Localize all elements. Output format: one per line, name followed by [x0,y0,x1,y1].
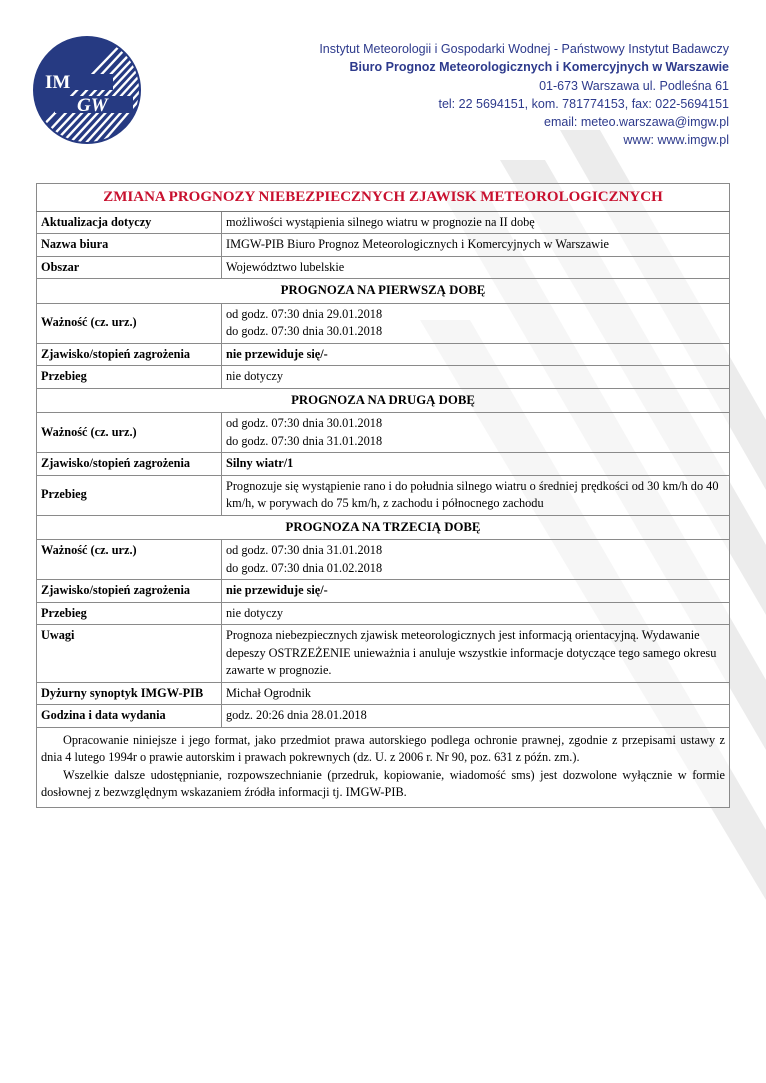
notes-label: Uwagi [37,625,222,683]
day2-phenomenon-value: Silny wiatr/1 [222,453,730,476]
phone: tel: 22 5694151, kom. 781774153, fax: 022-5694151 [438,96,729,111]
forecaster-label: Dyżurny synoptyk IMGW-PIB [37,682,222,705]
letterhead [0,0,766,170]
office-name: Biuro Prognoz Meteorologicznych i Komercyjnych w Warszawie [349,60,729,75]
day1-course-label: Przebieg [37,366,222,389]
day3-validity-label: Ważność (cz. urz.) [37,540,222,580]
day1-validity-value [222,303,730,343]
email: email: meteo.warszawa@imgw.pl [544,115,729,130]
day1-validity-label: Ważność (cz. urz.) [37,303,222,343]
logo-text-bottom: GW [77,95,108,116]
day3-validity-from: od godz. 07:30 dnia 31.01.2018 [226,543,383,557]
institute-name: Instytut Meteorologii i Gospodarki Wodnej - Państwowy Instytut Badawczy [319,42,729,56]
day1-validity-to: do godz. 07:30 dnia 30.01.2018 [226,324,383,338]
forecast-table [36,183,730,808]
forecaster-value: Michał Ogrodnik [222,682,730,705]
day1-course-value: nie dotyczy [222,366,730,389]
logo-text-top: IM [45,72,71,93]
document-title: ZMIANA PROGNOZY NIEBEZPIECZNYCH ZJAWISK METEOROLOGICZNYCH [37,184,730,212]
day3-validity-to: do godz. 07:30 dnia 01.02.2018 [226,560,383,575]
office-label: Nazwa biura [37,234,222,257]
day2-validity-to: do godz. 07:30 dnia 31.01.2018 [226,433,383,448]
copyright-paragraph-1: Opracowanie niniejsze i jego format, jako przedmiot prawa autorskiego podlega ochronie prawnej, zgodnie z przepisami ustawy z dnia 4 lutego 1994r o prawie autorskim i prawach pokrewnych (dz. U. z 2006 r. Nr 90, poz. 631 z późn. zm.). [41,732,725,765]
day1-phenomenon-label: Zjawisko/stopień zagrożenia [37,343,222,366]
day3-phenomenon-label: Zjawisko/stopień zagrożenia [37,580,222,603]
day2-course-label: Przebieg [37,475,222,515]
day3-validity-value [222,540,730,580]
issued-value: godz. 20:26 dnia 28.01.2018 [222,705,730,728]
area-value: Województwo lubelskie [222,256,730,279]
day2-validity-value [222,413,730,453]
update-label: Aktualizacja dotyczy [37,211,222,234]
day3-heading: PROGNOZA NA TRZECIĄ DOBĘ [37,515,730,540]
day2-validity-label: Ważność (cz. urz.) [37,413,222,453]
day1-validity-from: od godz. 07:30 dnia 29.01.2018 [226,306,383,321]
day1-phenomenon-value: nie przewiduje się/- [222,343,730,366]
copyright-paragraph-2: Wszelkie dalsze udostępnianie, rozpowszechnianie (przedruk, kopiowanie, wiadomość sms) jest dozwolone wyłącznie w formie dosłownej z bezwzględnym wskazaniem źródła informacji tj. IMGW-PIB. [41,767,725,800]
day2-phenomenon-label: Zjawisko/stopień zagrożenia [37,453,222,476]
day2-course-value: Prognozuje się wystąpienie rano i do południa silnego wiatru o średniej prędkości od 30 km/h do 40 km/h, w porywach do 75 km/h, z zachodu i północnego zachodu [222,475,730,515]
day3-phenomenon-value: nie przewiduje się/- [222,580,730,603]
day2-validity-from: od godz. 07:30 dnia 30.01.2018 [226,416,383,430]
day3-course-value: nie dotyczy [222,602,730,625]
day2-heading: PROGNOZA NA DRUGĄ DOBĘ [37,388,730,413]
address: 01-673 Warszawa ul. Podleśna 61 [539,78,729,93]
office-value: IMGW-PIB Biuro Prognoz Meteorologicznych i Komercyjnych w Warszawie [222,234,730,257]
day1-heading: PROGNOZA NA PIERWSZĄ DOBĘ [37,279,730,304]
website: www: www.imgw.pl [623,133,729,148]
notes-value: Prognoza niebezpiecznych zjawisk meteorologicznych jest informacją orientacyjną. Wydawanie depeszy OSTRZEŻENIE unieważnia i anuluje wszystkie informacje dotyczące tego samego okresu zawarte w prognozie. [222,625,730,683]
issued-label: Godzina i data wydania [37,705,222,728]
update-value: możliwości wystąpienia silnego wiatru w prognozie na II dobę [222,211,730,234]
day3-course-label: Przebieg [37,602,222,625]
copyright-notice [37,727,730,807]
area-label: Obszar [37,256,222,279]
institute-contact [319,40,729,150]
imgw-logo [33,36,141,144]
